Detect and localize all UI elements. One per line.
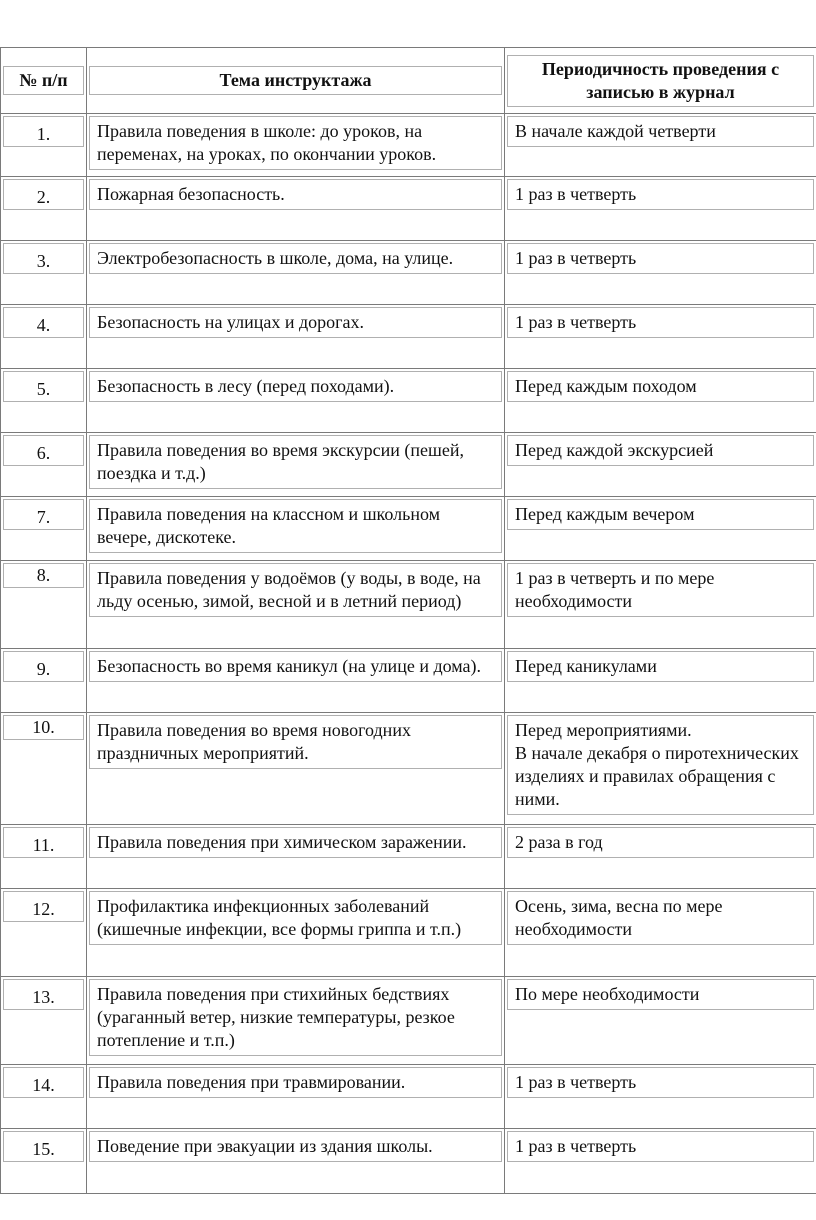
row-frequency: 1 раз в четверть (515, 184, 637, 204)
row-number: 12. (32, 899, 55, 919)
row-topic: Безопасность в лесу (перед походами). (97, 376, 395, 396)
row-number: 5. (36, 379, 51, 399)
header-cell-num (1, 48, 87, 114)
table-row (1, 497, 816, 561)
header-cell-topic (87, 48, 505, 114)
row-number: 8. (36, 565, 51, 585)
row-number: 4. (36, 315, 51, 335)
row-frequency: Перед каждым вечером (515, 504, 695, 524)
row-number: 2. (36, 187, 51, 207)
document-page (0, 47, 816, 1194)
row-frequency: 1 раз в четверть и по мере необходимости (515, 568, 715, 611)
row-frequency: 1 раз в четверть (515, 1136, 637, 1156)
table-row (1, 1129, 816, 1194)
briefing-schedule-table (0, 47, 816, 1194)
row-frequency: 1 раз в четверть (515, 1072, 637, 1092)
header-cell-frequency (505, 48, 816, 114)
row-topic: Правила поведения во время экскурсии (пешей, поездка и т.д.) (97, 440, 464, 483)
row-frequency: 1 раз в четверть (515, 312, 637, 332)
table-row (1, 825, 816, 889)
row-number: 1. (36, 124, 51, 144)
table-row (1, 369, 816, 433)
row-number: 3. (36, 251, 51, 271)
row-topic: Безопасность на улицах и дорогах. (97, 312, 365, 332)
table-row (1, 649, 816, 713)
row-topic: Безопасность во время каникул (на улице и дома). (97, 656, 482, 676)
row-frequency: 2 раза в год (515, 832, 603, 852)
table-row (1, 241, 816, 305)
row-topic: Пожарная безопасность. (97, 184, 285, 204)
row-topic: Правила поведения у водоёмов (у воды, в воде, на льду осенью, зимой, весной и в летний период) (97, 568, 481, 611)
row-number: 15. (32, 1139, 55, 1159)
table-row (1, 1065, 816, 1129)
row-number: 9. (36, 659, 51, 679)
row-frequency: Перед каждой экскурсией (515, 440, 714, 460)
row-topic: Правила поведения при стихийных бедствиях (ураганный ветер, низкие температуры, резкое потепление и т.п.) (97, 984, 455, 1050)
table-row (1, 433, 816, 497)
row-topic: Правила поведения в школе: до уроков, на переменах, на уроках, по окончании уроков. (97, 121, 437, 164)
header-num: № п/п (19, 70, 68, 90)
row-topic: Профилактика инфекционных заболеваний (кишечные инфекции, все формы гриппа и т.п.) (97, 896, 462, 939)
table-row (1, 114, 816, 177)
row-frequency: Перед каникулами (515, 656, 657, 676)
row-frequency: В начале каждой четверти (515, 121, 716, 141)
row-number: 10. (32, 717, 55, 737)
table-row (1, 305, 816, 369)
row-frequency: 1 раз в четверть (515, 248, 637, 268)
row-topic: Правила поведения во время новогодних праздничных мероприятий. (97, 720, 411, 763)
row-topic: Правила поведения при химическом заражении. (97, 832, 467, 852)
table-header-row (1, 48, 816, 114)
row-number: 13. (32, 987, 55, 1007)
table-row (1, 977, 816, 1065)
row-number: 11. (32, 835, 55, 855)
row-frequency: По мере необходимости (515, 984, 700, 1004)
row-number: 7. (36, 507, 51, 527)
header-topic: Тема инструктажа (219, 70, 372, 90)
row-frequency: Перед каждым походом (515, 376, 697, 396)
table-row (1, 561, 816, 649)
table-row (1, 889, 816, 977)
row-frequency: Осень, зима, весна по мере необходимости (515, 896, 723, 939)
row-number: 6. (36, 443, 51, 463)
table-row (1, 713, 816, 825)
row-number: 14. (32, 1075, 55, 1095)
table-row (1, 177, 816, 241)
header-frequency: Периодичность проведения с записью в журнал (541, 58, 780, 102)
row-topic: Поведение при эвакуации из здания школы. (97, 1136, 433, 1156)
row-frequency: Перед мероприятиями. В начале декабря о пиротехнических изделиях и правилах обращения с ними. (515, 720, 799, 809)
row-topic: Правила поведения на классном и школьном вечере, дискотеке. (97, 504, 441, 547)
row-topic: Электробезопасность в школе, дома, на улице. (97, 248, 454, 268)
row-topic: Правила поведения при травмировании. (97, 1072, 406, 1092)
